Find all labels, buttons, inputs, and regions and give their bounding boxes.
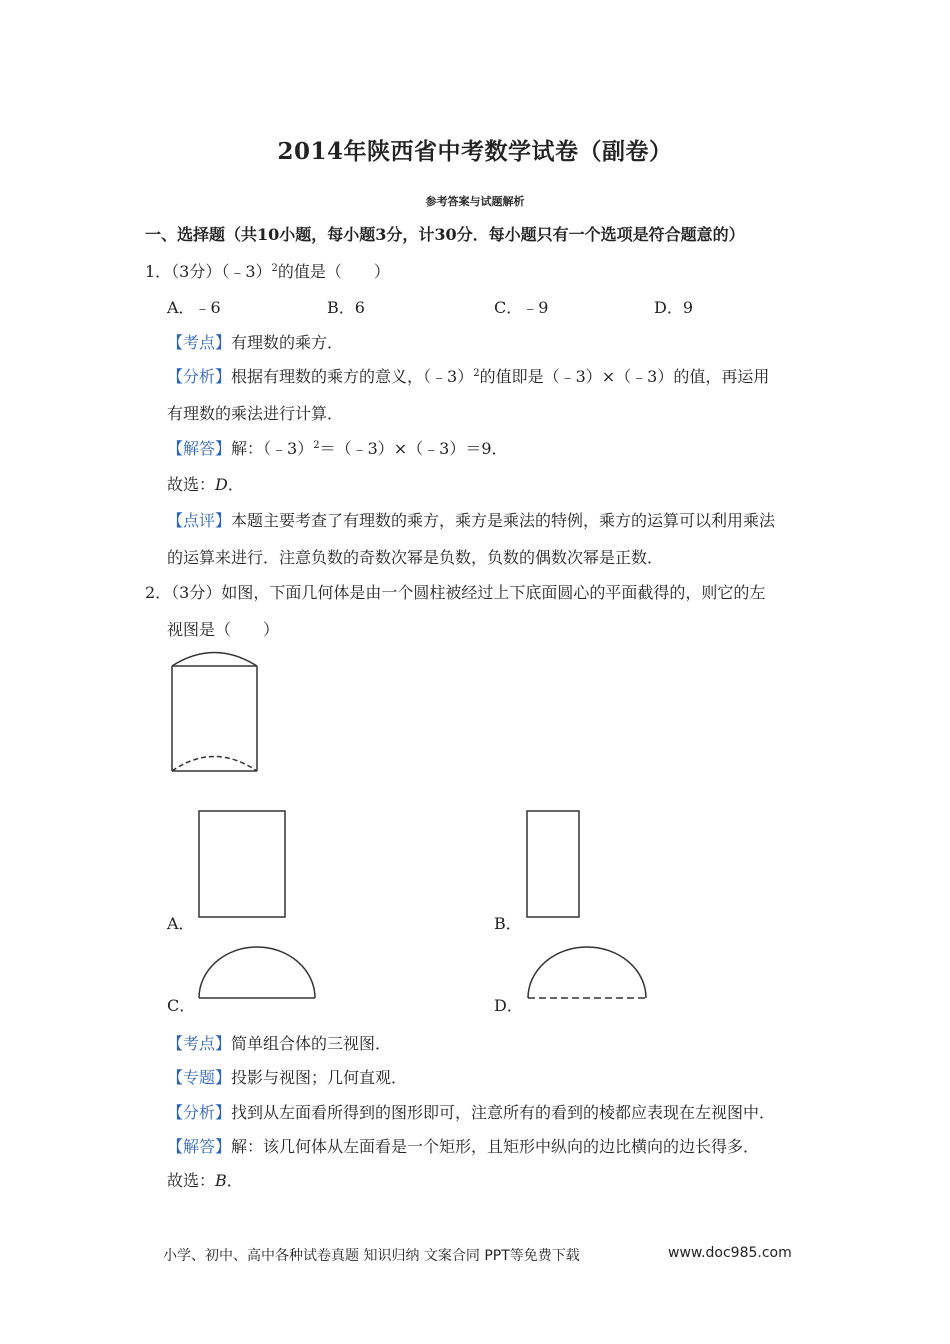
q1-option-a: A．﹣6: [167, 298, 221, 317]
q2-option-a-figure: [198, 810, 288, 920]
q1-stem: 1．（3分）（﹣3）$^2$的值是（ ）: [145, 262, 390, 281]
footer-url[interactable]: www.doc985.com: [668, 1245, 792, 1261]
q1-kaodian: 【考点】有理数的乘方．: [167, 333, 344, 352]
q1-answer: 故选：D．: [167, 475, 244, 494]
q2-option-b-figure: [526, 810, 582, 920]
q2-solid-top-arc: [172, 653, 257, 667]
q2-fenxi: 【分析】找到从左面看所得到的图形即可，注意所有的看到的棱都应表现在左视图中．: [167, 1103, 776, 1122]
q2-fenxi-tag: 【分析】: [167, 1103, 232, 1122]
q1-dianping-tag: 【点评】: [167, 511, 232, 530]
q2-zhuanti: 【专题】投影与视图；几何直观．: [167, 1068, 408, 1087]
q1-dianping-line1: 【点评】本题主要考查了有理数的乘方，乘方是乘法的特例，乘方的运算可以利用乘法: [167, 511, 776, 530]
q2-solid-hidden-arc: [172, 757, 257, 772]
q2-kaodian-tag: 【考点】: [167, 1034, 232, 1053]
footer-text: 小学、初中、高中各种试卷真题 知识归纳 文案合同 PPT等免费下载: [163, 1248, 580, 1264]
q2-option-d-arc: [528, 947, 646, 998]
q2-kaodian: 【考点】简单组合体的三视图．: [167, 1034, 392, 1053]
q2-solid-figure: [160, 645, 270, 780]
q1-fenxi-line1: 【分析】根据有理数的乘方的意义，（﹣3）$^2$的值即是（﹣3）×（﹣3）的值，再运用: [167, 367, 770, 386]
q2-zhuanti-tag: 【专题】: [167, 1068, 232, 1087]
q1-option-b: B．6: [327, 298, 365, 317]
q2-option-c-arc: [199, 947, 315, 998]
document-subtitle: 参考答案与试题解析: [425, 195, 525, 208]
q2-option-c-label: C．: [167, 996, 196, 1015]
q1-option-d: D．9: [654, 298, 694, 317]
q1-fenxi-tag: 【分析】: [167, 367, 232, 386]
q2-option-a-rect: [199, 811, 285, 917]
q1-jieda-tag: 【解答】: [167, 439, 232, 458]
q2-option-d-figure: [526, 940, 648, 1002]
q1-fenxi-line2: 有理数的乘法进行计算．: [167, 404, 344, 423]
q2-stem-line1: 2．（3分）如图，下面几何体是由一个圆柱被经过上下底面圆心的平面截得的，则它的左: [145, 583, 766, 602]
q1-option-c: C．﹣9: [494, 298, 549, 317]
q2-stem-line2: 视图是（ ）: [167, 620, 280, 639]
q1-jieda: 【解答】解：（﹣3）$^2$＝（﹣3）×（﹣3）＝9．: [167, 439, 508, 458]
q2-option-d-label: D．: [494, 996, 523, 1015]
q2-option-b-label: B．: [494, 914, 522, 933]
q1-dianping-line2: 的运算来进行．注意负数的奇数次幂是负数，负数的偶数次幂是正数．: [167, 548, 664, 567]
q2-option-a-label: A．: [167, 914, 195, 933]
q2-answer: 故选：B．: [167, 1171, 243, 1190]
q2-jieda-tag: 【解答】: [167, 1137, 232, 1156]
document-title: 2014年陕西省中考数学试卷（副卷）: [277, 138, 673, 165]
section-heading: 一、选择题（共10小题，每小题3分，计30分．每小题只有一个选项是符合题意的）: [145, 225, 745, 244]
q2-option-b-rect: [527, 811, 579, 917]
q2-jieda: 【解答】解：该几何体从左面看是一个矩形，且矩形中纵向的边比横向的边长得多．: [167, 1137, 760, 1156]
q1-kaodian-tag: 【考点】: [167, 333, 232, 352]
q2-option-c-figure: [197, 940, 319, 1002]
